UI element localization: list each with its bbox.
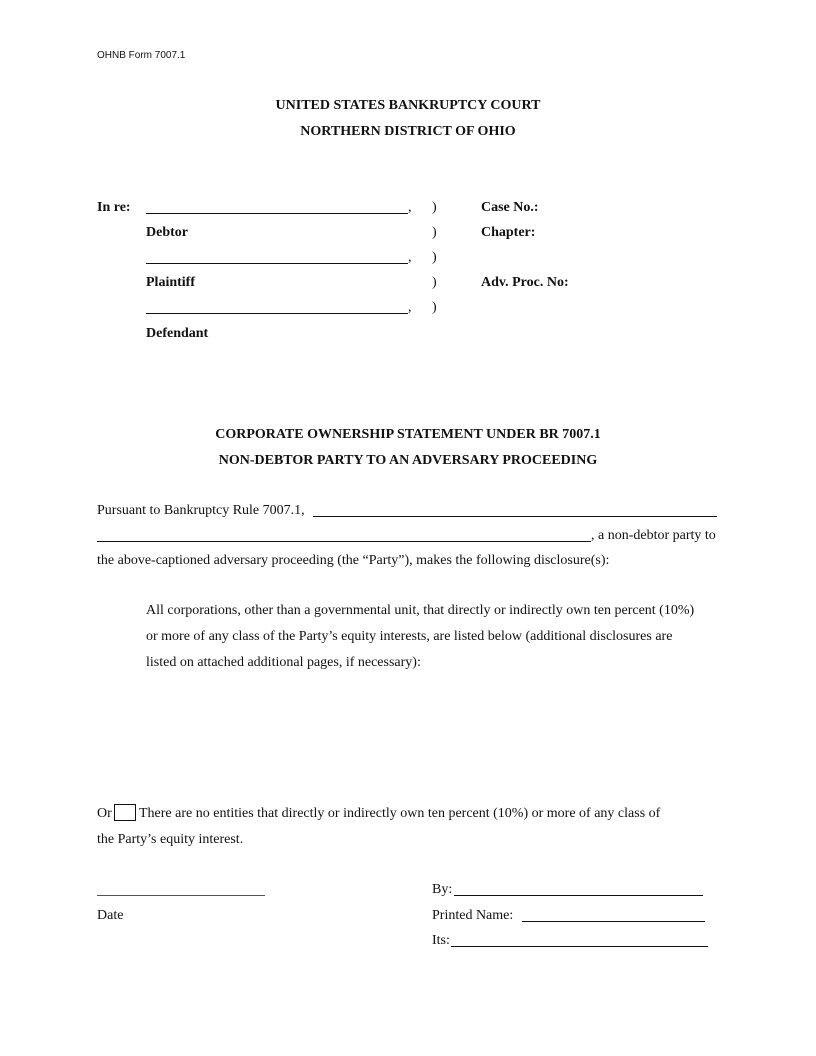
caption-paren: ) xyxy=(432,275,437,290)
date-line[interactable] xyxy=(97,895,265,896)
in-re-label: In re: xyxy=(97,200,131,215)
its-title-line[interactable] xyxy=(451,946,708,947)
chapter-label: Chapter: xyxy=(481,225,536,240)
disclosure-paragraph-line: listed on attached additional pages, if necessary): xyxy=(146,655,421,670)
disclosure-paragraph-line: All corporations, other than a governmental unit, that directly or indirectly own ten percent (10%) xyxy=(146,603,695,618)
caption-comma: , xyxy=(408,250,412,265)
statement-subtitle: NON-DEBTOR PARTY TO AN ADVERSARY PROCEEDING xyxy=(218,453,598,468)
party-suffix: , a non-debtor party to xyxy=(591,528,716,543)
caption-paren: ) xyxy=(432,250,437,265)
debtor-label: Debtor xyxy=(146,225,188,240)
caption-comma: , xyxy=(408,200,412,215)
by-label: By: xyxy=(432,882,453,897)
statement-title: CORPORATE OWNERSHIP STATEMENT UNDER BR 7007.1 xyxy=(215,427,601,442)
caption-paren: ) xyxy=(432,225,437,240)
pursuant-text: Pursuant to Bankruptcy Rule 7007.1, xyxy=(97,503,305,518)
caption-comma: , xyxy=(408,300,412,315)
party-name-line-continued[interactable] xyxy=(97,541,591,542)
disclosure-intro: the above-captioned adversary proceeding (the “Party”), makes the following disclosure(s): xyxy=(97,553,610,568)
plaintiff-name-line[interactable] xyxy=(146,263,408,264)
caption-paren: ) xyxy=(432,300,437,315)
disclosure-paragraph-line: or more of any class of the Party’s equity interests, are listed below (additional disclosures are xyxy=(146,629,673,644)
plaintiff-label: Plaintiff xyxy=(146,275,195,290)
court-name: UNITED STATES BANKRUPTCY COURT xyxy=(275,98,541,113)
defendant-name-line[interactable] xyxy=(146,313,408,314)
court-district: NORTHERN DISTRICT OF OHIO xyxy=(300,124,516,139)
defendant-label: Defendant xyxy=(146,326,209,341)
printed-name-line[interactable] xyxy=(522,921,705,922)
no-entities-text-continued: the Party’s equity interest. xyxy=(97,832,244,847)
date-label: Date xyxy=(97,908,124,923)
its-label: Its: xyxy=(432,933,450,948)
no-entities-text: There are no entities that directly or indirectly own ten percent (10%) or more of any class of xyxy=(139,806,661,821)
no-entities-checkbox[interactable] xyxy=(114,804,136,821)
caption-paren: ) xyxy=(432,200,437,215)
form-id: OHNB Form 7007.1 xyxy=(97,50,186,61)
printed-name-label: Printed Name: xyxy=(432,908,514,923)
adv-proc-label: Adv. Proc. No: xyxy=(481,275,569,290)
debtor-name-line[interactable] xyxy=(146,213,408,214)
or-label: Or xyxy=(97,806,112,821)
case-no-label: Case No.: xyxy=(481,200,539,215)
by-signature-line[interactable] xyxy=(454,895,703,896)
party-name-line[interactable] xyxy=(313,516,717,517)
